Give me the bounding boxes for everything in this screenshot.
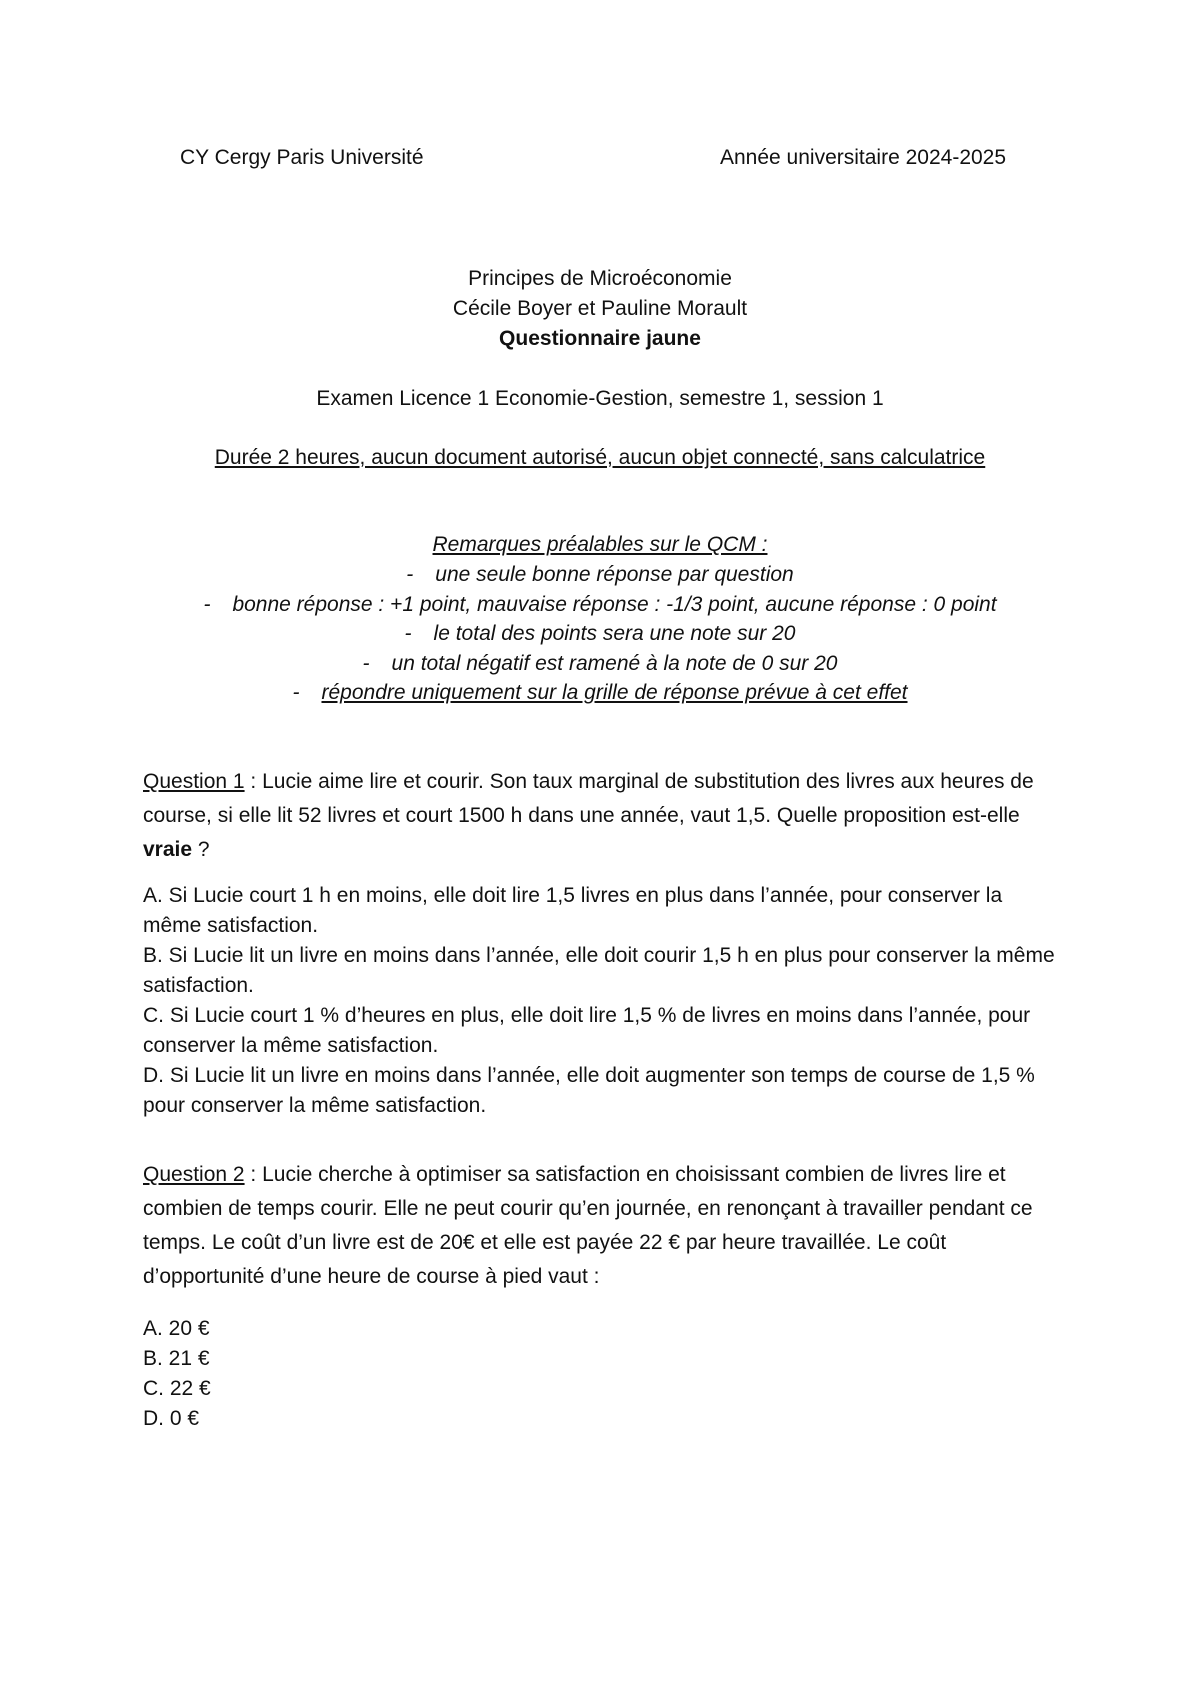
- remark-dash: -: [362, 651, 370, 675]
- remark-item: [0, 590, 1200, 620]
- answer-option: A. Si Lucie court 1 h en moins, elle doit lire 1,5 livres en plus dans l’année, pour conserver la même satisfaction.: [143, 884, 1003, 937]
- course-authors: Cécile Boyer et Pauline Morault: [452, 297, 748, 320]
- remark-text: une seule bonne réponse par question: [435, 563, 794, 586]
- remark-item: [0, 678, 1200, 708]
- answer-option: D. Si Lucie lit un livre en moins dans l’année, elle doit augmenter son temps de course de 1,5 % pour conserver la même satisfaction.: [143, 1064, 1035, 1117]
- question-emphasis: vraie: [143, 838, 193, 861]
- answer-options: [143, 1314, 1063, 1434]
- remark-item: [0, 649, 1200, 679]
- question-stem: [143, 1158, 1063, 1294]
- answer-option: B. Si Lucie lit un livre en moins dans l’année, elle doit courir 1,5 h en plus pour conserver la même satisfaction.: [143, 944, 1055, 997]
- answer-option: C. 22 €: [143, 1377, 211, 1400]
- remark-text: répondre uniquement sur la grille de réponse prévue à cet effet: [321, 681, 908, 704]
- answer-option: B. 21 €: [143, 1347, 210, 1370]
- remark-item: [0, 619, 1200, 649]
- questionnaire-label: Questionnaire jaune: [499, 327, 701, 350]
- remark-text: bonne réponse : +1 point, mauvaise réponse : -1/3 point, aucune réponse : 0 point: [232, 592, 997, 616]
- question-2: [143, 1158, 1063, 1434]
- academic-year: Année universitaire 2024-2025: [720, 146, 1007, 169]
- question-1: [143, 765, 1063, 1121]
- question-label: Question 1: [143, 770, 245, 793]
- remarks-title: Remarques préalables sur le QCM :: [432, 533, 768, 556]
- remark-text: un total négatif est ramené à la note de 0 sur 20: [391, 651, 838, 675]
- exam-duration: Durée 2 heures, aucun document autorisé, aucun objet connecté, sans calculatrice: [214, 446, 986, 469]
- question-text-end: ?: [192, 838, 210, 861]
- remark-item: [0, 560, 1200, 590]
- question-label: Question 2: [143, 1163, 245, 1186]
- remarks-list: [0, 560, 1200, 708]
- answer-option: A. 20 €: [143, 1317, 210, 1340]
- exam-info: Examen Licence 1 Economie-Gestion, semestre 1, session 1: [316, 387, 884, 410]
- university-name: CY Cergy Paris Université: [180, 146, 424, 169]
- answer-option: D. 0 €: [143, 1407, 200, 1430]
- question-text: : Lucie cherche à optimiser sa satisfaction en choisissant combien de livres lire et combien de temps courir. Elle ne peut courir qu’en journée, en renonçant à travailler pendant ce temps. Le coût d’un livre est de 20€ et elle est payée 22 € par heure travaillée. Le coût d’opportunité d’une heure de course à pied vaut :: [143, 1163, 1033, 1288]
- question-stem: [143, 765, 1063, 867]
- remark-dash: -: [292, 681, 300, 704]
- question-text: : Lucie aime lire et courir. Son taux marginal de substitution des livres aux heures de course, si elle lit 52 livres et court 1500 h dans une année, vaut 1,5. Quelle proposition est-elle: [143, 770, 1034, 827]
- remark-text: le total des points sera une note sur 20: [433, 622, 796, 645]
- answer-option: C. Si Lucie court 1 % d’heures en plus, elle doit lire 1,5 % de livres en moins dans l’année, pour conserver la même satisfaction.: [143, 1004, 1031, 1057]
- remark-dash: -: [404, 622, 412, 645]
- course-title: Principes de Microéconomie: [468, 267, 732, 290]
- answer-options: [143, 881, 1063, 1121]
- remark-dash: -: [406, 563, 414, 586]
- remark-dash: -: [203, 592, 211, 616]
